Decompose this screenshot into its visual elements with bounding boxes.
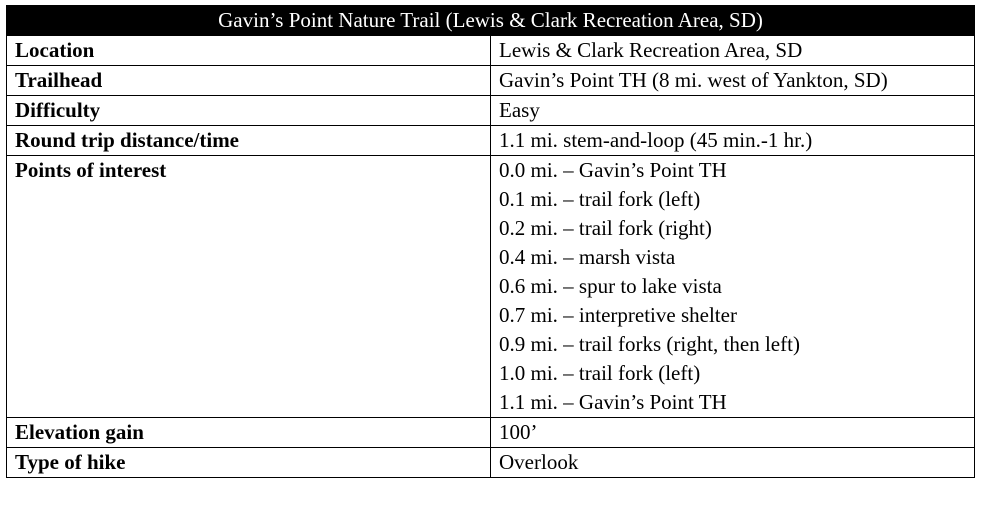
hike-type-value: Overlook (491, 448, 975, 478)
table-title-row (7, 6, 975, 36)
table-title: Gavin’s Point Nature Trail (Lewis & Clark Recreation Area, SD) (7, 6, 975, 36)
table-row-trailhead (7, 66, 975, 96)
table-row-type (7, 448, 975, 478)
poi-item: 0.4 mi. – marsh vista (499, 245, 676, 269)
table-row-difficulty (7, 96, 975, 126)
difficulty-value: Easy (491, 96, 975, 126)
table-row-elevation (7, 418, 975, 448)
difficulty-label: Difficulty (7, 96, 491, 126)
distance-value: 1.1 mi. stem-and-loop (45 min.-1 hr.) (491, 126, 975, 156)
poi-item: 0.2 mi. – trail fork (right) (499, 216, 712, 240)
table-row-location (7, 36, 975, 66)
location-value: Lewis & Clark Recreation Area, SD (491, 36, 975, 66)
poi-label: Points of interest (7, 156, 491, 418)
poi-item: 0.9 mi. – trail forks (right, then left) (499, 332, 800, 356)
trail-info-table-container (6, 5, 975, 478)
poi-item: 0.7 mi. – interpretive shelter (499, 303, 737, 327)
table-row-distance (7, 126, 975, 156)
trailhead-label: Trailhead (7, 66, 491, 96)
table-row-poi (7, 156, 975, 418)
elevation-value: 100’ (491, 418, 975, 448)
location-label: Location (7, 36, 491, 66)
poi-item: 0.6 mi. – spur to lake vista (499, 274, 722, 298)
elevation-label: Elevation gain (7, 418, 491, 448)
hike-type-label: Type of hike (7, 448, 491, 478)
poi-item: 1.0 mi. – trail fork (left) (499, 361, 701, 385)
poi-list (491, 156, 975, 418)
trail-info-table (6, 5, 975, 478)
poi-item: 0.1 mi. – trail fork (left) (499, 187, 701, 211)
trailhead-value: Gavin’s Point TH (8 mi. west of Yankton, SD) (491, 66, 975, 96)
poi-item: 0.0 mi. – Gavin’s Point TH (499, 158, 727, 182)
poi-item: 1.1 mi. – Gavin’s Point TH (499, 390, 727, 414)
distance-label: Round trip distance/time (7, 126, 491, 156)
